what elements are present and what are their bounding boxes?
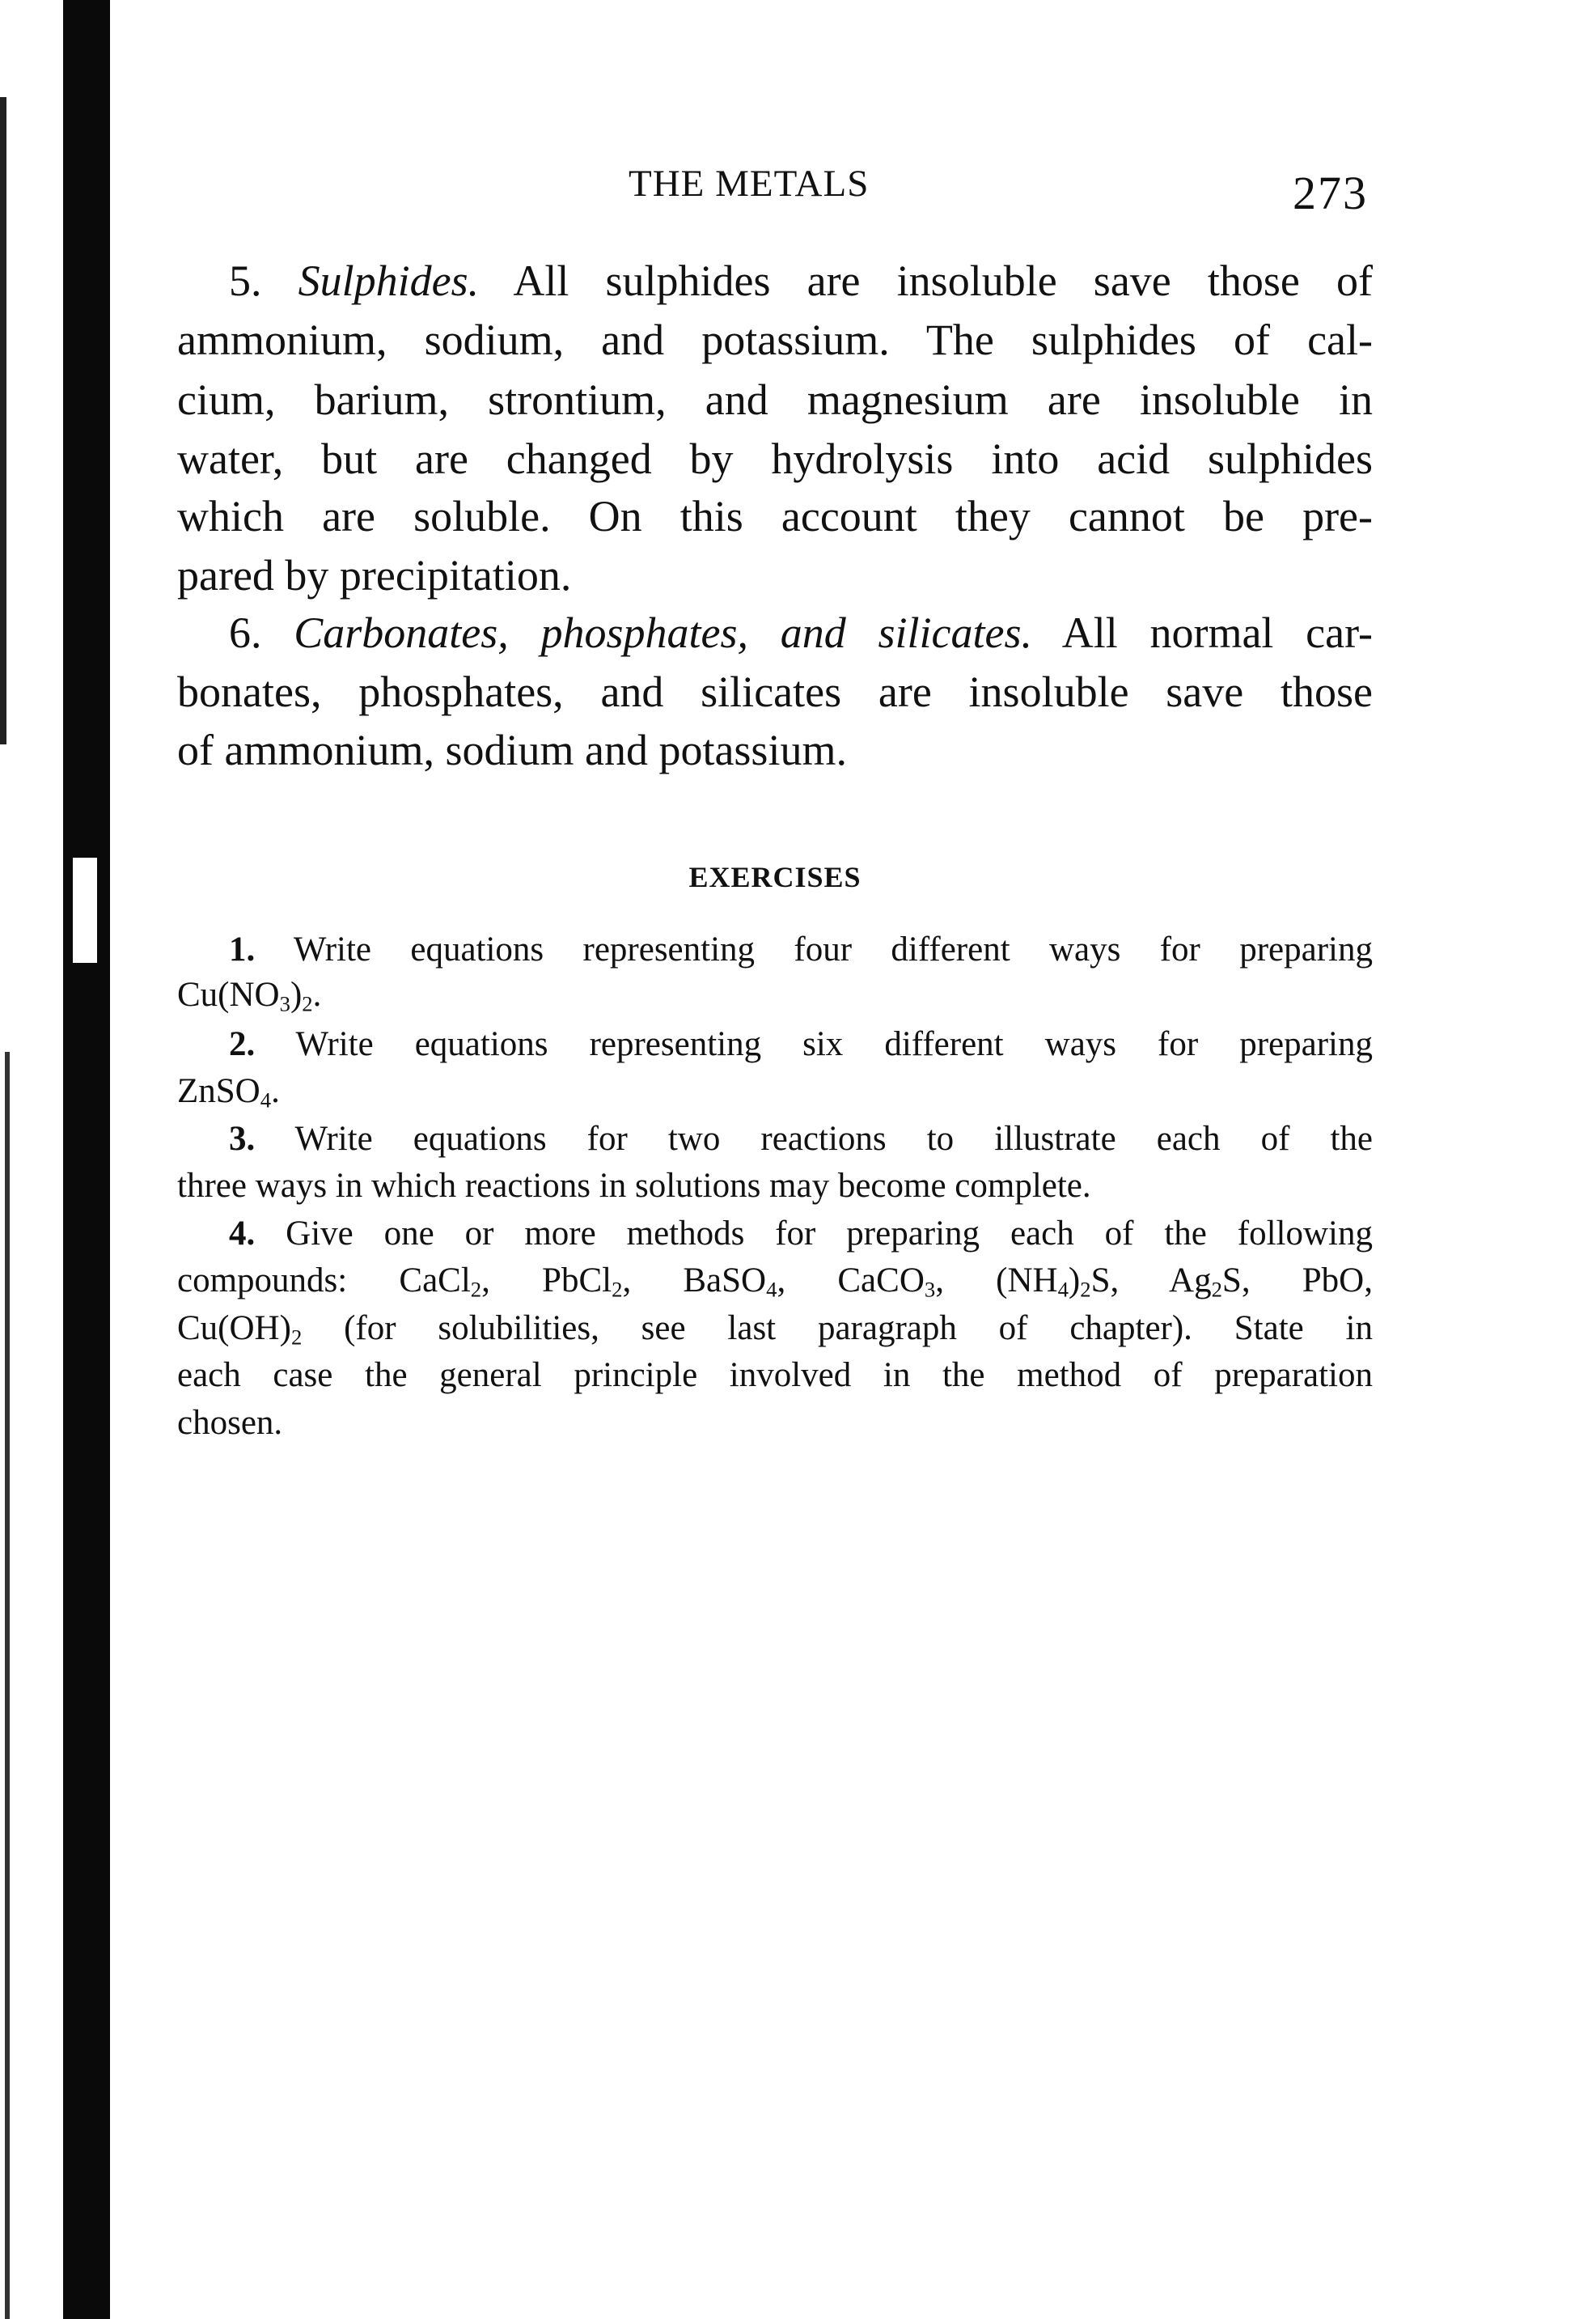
subscript: 3 [924, 1277, 936, 1302]
text-run: , BaSO [622, 1261, 767, 1299]
text-line [177, 1164, 1373, 1208]
text-line [177, 973, 1373, 1017]
scan-edge-mark [5, 1052, 10, 2319]
text-run: three ways in which reactions in solutions may become complete. [177, 1167, 1091, 1205]
text-run: . [271, 1072, 280, 1110]
text-run: cium, barium, strontium, and magnesium are insoluble in [177, 375, 1373, 424]
text-line [177, 549, 1373, 602]
subscript: 2 [290, 1325, 303, 1350]
page-binding-edge [63, 0, 110, 2319]
text-line [177, 1070, 1373, 1113]
text-run: Cu(OH) [177, 1309, 291, 1347]
text-line [177, 1307, 1373, 1350]
text-line [229, 928, 1373, 972]
text-run: Cu(NO [177, 976, 280, 1014]
text-run: , (NH [935, 1261, 1058, 1299]
text-run: 6. [229, 608, 294, 657]
text-run: . [312, 976, 322, 1014]
subscript: 2 [612, 1277, 623, 1302]
text-line [229, 254, 1373, 307]
text-run: ) [290, 976, 303, 1014]
subscript: 2 [1080, 1277, 1091, 1302]
text-run: chosen. [177, 1404, 283, 1442]
text-run: each case the general principle involved in the method of preparation [177, 1356, 1373, 1394]
text-run: ZnSO [177, 1072, 260, 1110]
text-run: compounds: CaCl [177, 1261, 471, 1299]
text-line [177, 1259, 1373, 1303]
italic-run: Carbonates, phosphates, and silicates. [294, 608, 1032, 657]
text-run: Give one or more methods for preparing each of the following [255, 1215, 1373, 1253]
text-line [177, 665, 1373, 719]
text-line [177, 1354, 1373, 1397]
text-run: Write equations representing six different ways for preparing [255, 1025, 1373, 1063]
text-run: , PbCl [481, 1261, 612, 1299]
subscript: 2 [1211, 1277, 1222, 1302]
subscript: 2 [302, 991, 313, 1016]
text-run: ammonium, sodium, and potassium. The sulphides of cal- [177, 316, 1373, 364]
subscript: 4 [766, 1277, 777, 1302]
text-line [177, 1401, 1373, 1445]
text-run: S, Ag [1090, 1261, 1212, 1299]
text-line [177, 373, 1373, 426]
text-line [177, 313, 1373, 367]
text-run: , CaCO [777, 1261, 925, 1299]
subscript: 4 [260, 1087, 272, 1113]
text-run: 5. [229, 256, 298, 305]
exercise-number: 1. [229, 931, 256, 969]
text-line [177, 432, 1373, 485]
exercises-heading: EXERCISES [688, 861, 862, 893]
exercise-number: 3. [229, 1120, 256, 1158]
text-run: All normal car- [1031, 608, 1373, 657]
text-run: water, but are changed by hydrolysis into acid sulphides [177, 435, 1373, 483]
text-run: Write equations for two reactions to illustrate each of the [255, 1120, 1373, 1158]
text-line [229, 1023, 1373, 1066]
text-run: (for solubilities, see last paragraph of chapter). State in [302, 1309, 1373, 1347]
italic-run: Sulphides. [298, 256, 480, 305]
subscript: 4 [1057, 1277, 1069, 1302]
page-number: 273 [1293, 167, 1368, 219]
text-line [177, 723, 1373, 777]
text-run: of ammonium, sodium and potassium. [177, 726, 847, 774]
text-line [229, 1117, 1373, 1161]
exercise-number: 2. [229, 1025, 256, 1063]
text-run: pared by precipitation. [177, 551, 572, 600]
text-run: which are soluble. On this account they cannot be pre- [177, 492, 1373, 541]
text-run: S, PbO, [1221, 1261, 1373, 1299]
text-run: Write equations representing four different ways for preparing [255, 931, 1373, 969]
text-run: ) [1068, 1261, 1081, 1299]
text-line [177, 490, 1373, 543]
text-line [229, 606, 1373, 659]
text-line [229, 1212, 1373, 1256]
exercise-number: 4. [229, 1215, 256, 1253]
running-title: THE METALS [629, 163, 870, 205]
subscript: 3 [279, 991, 290, 1016]
text-run: All sulphides are insoluble save those of [479, 256, 1374, 305]
subscript: 2 [470, 1277, 482, 1302]
text-run: bonates, phosphates, and silicates are insoluble save those [177, 668, 1373, 716]
scan-edge-mark [0, 97, 6, 744]
